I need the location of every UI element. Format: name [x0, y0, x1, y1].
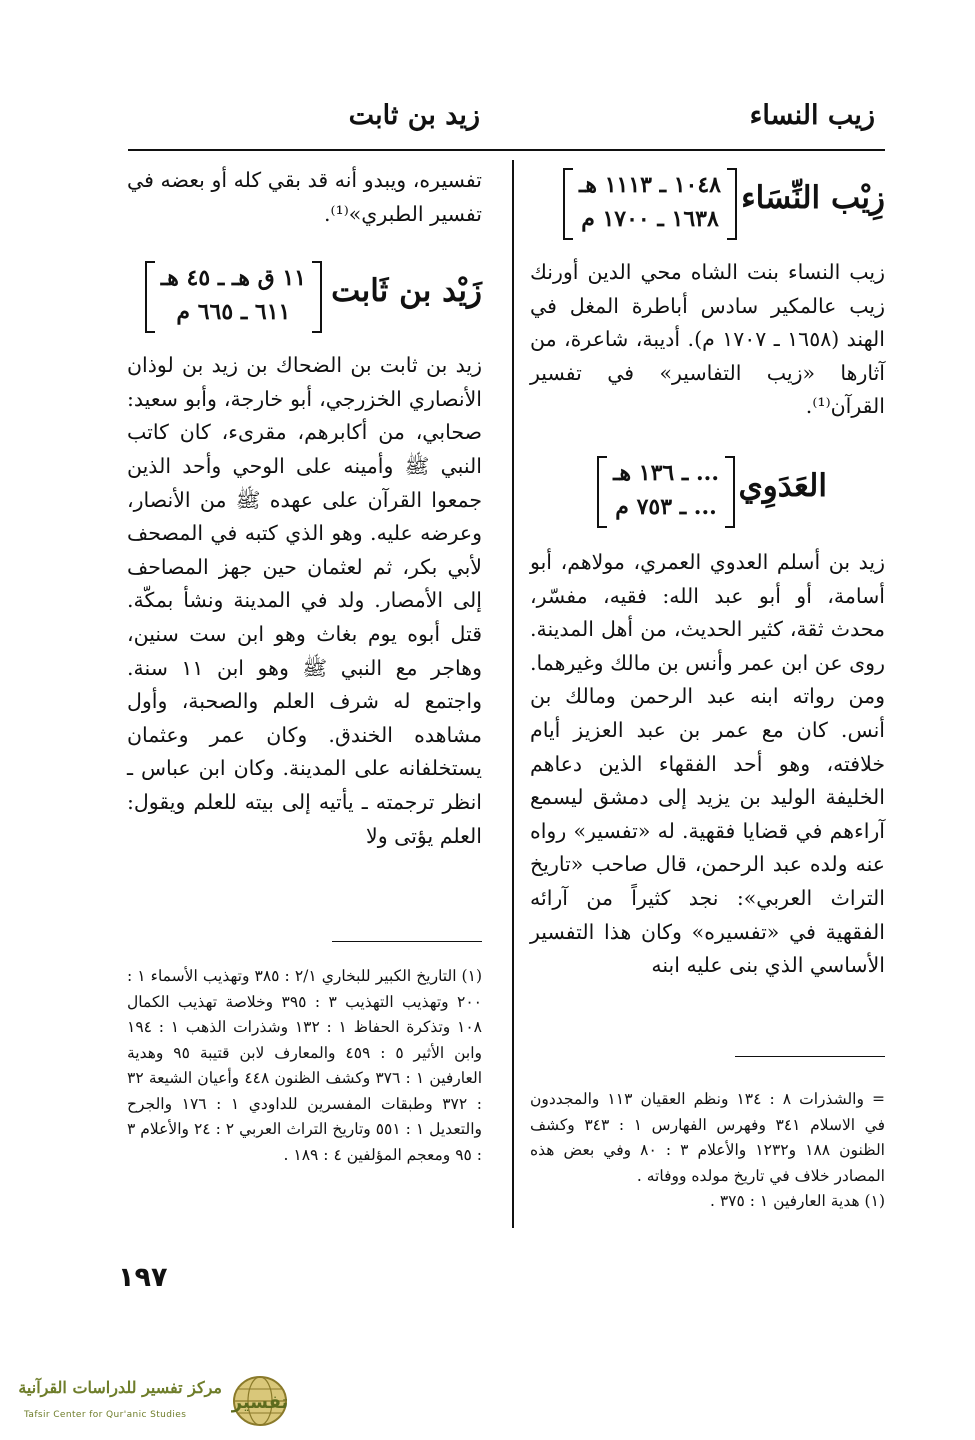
date-hijri: ... ـ ١٣٦ هـ — [613, 459, 719, 486]
paragraph: زيب النساء بنت الشاه محي الدين أورنك زيب عالمكير سادس أباطرة المغل في الهند (١٦٥٨ ـ ١٧٠٧ م). أديبة، شاعرة، من آثارها «زيب التفاسير» في تفسير القرآن⁽¹⁾. — [530, 260, 885, 419]
footnote-block — [127, 964, 482, 1168]
right-column — [530, 166, 885, 983]
date-bracket — [563, 168, 737, 240]
globe-icon — [228, 1374, 292, 1428]
entry-name: زِيْب النِّسَاء — [741, 180, 885, 216]
date-hijri: ١١ ق هـ ـ ٤٥ هـ — [160, 265, 306, 292]
date-gregorian: ٦١١ ـ ٦٦٥ م — [176, 299, 291, 326]
left-column — [127, 164, 482, 853]
entry-body — [530, 546, 885, 983]
date-gregorian: ١٦٣٨ ـ ١٧٠٠ م — [581, 206, 719, 232]
logo-latin-text: Tafsir Center for Qur'anic Studies — [24, 1410, 187, 1420]
logo-emblem-text: تفسير — [231, 1392, 289, 1413]
entry-name: زَيْد بن ثَابت — [331, 273, 482, 310]
running-head-right: زيب النساء — [749, 100, 875, 131]
logo-arabic-text: مركز تفسير للدراسات القرآنية — [18, 1378, 222, 1397]
footnote-1: (١) هدية العارفين ١ : ٣٧٥ . — [709, 1192, 885, 1210]
header-rule — [128, 149, 885, 151]
footnote-rule — [332, 941, 482, 942]
page-number: ١٩٧ — [118, 1262, 168, 1293]
publisher-logo — [20, 1374, 292, 1428]
footnote-rule — [735, 1056, 885, 1057]
date-bracket — [597, 456, 735, 528]
left-footnotes — [127, 941, 482, 1168]
right-footnotes — [530, 1056, 885, 1215]
paragraph: زيد بن أسلم العدوي العمري، مولاهم، أبو أسامة، أو أبو عبد الله: فقيه، مفسّر، محدث ثقة، كثير الحديث، من أهل المدينة. روى عن ابن عمر وأنس بن مالك وغيرهما. ومن رواته ابنه عبد الرحمن ومالك بن أنس. كان مع عمر بن عبد العزيز أيام خلافته، وهو أحد الفقهاء الذين دعاهم الخليفة الوليد بن يزيد إلى دمشق ليسمع آراءهم في قضايا فقهية. له «تفسير» رواه عنه ولده عبد الرحمن، قال صاحب «تاريخ التراث العربي»: نجد كثيراً من آرائه الفقهية في «تفسيره» وكان هذا التفسير الأساسي الذي بنى عليه ابنه — [530, 549, 885, 978]
date-bracket — [145, 261, 322, 333]
column-divider — [512, 160, 514, 1228]
footnote-1: (١) التاريخ الكبير للبخاري ٢/١ : ٣٨٥ وتهذيب الأسماء ١ : ٢٠٠ وتهذيب التهذيب ٣ : ٣٩٥ وخلاصة تهذيب الكمال ١٠٨ وتذكرة الحفاظ ١ : ١٣٢ وشذرات الذهب ١ : ١٩٤ وابن الأثير ٥ : ٤٥٩ والمعارف لابن قتيبة ٩٥ وهدية العارفين ١ : ٣٧٦ وكشف الظنون ٤٤٨ وأعيان الشيعة ٣٢ : ٣٧٢ وطبقات المفسرين للداودي ١ : ١٧٦ والجرح والتعديل ١ : ٥٥١ وتاريخ التراث العربي ٢ : ٢٤ والأعلام ٣ : ٩٥ ومعجم المؤلفين ٤ : ١٨٩ . — [127, 967, 483, 1164]
entry-heading-zeb-un-nisa — [530, 166, 885, 248]
entry-heading-al-adawi — [530, 454, 885, 536]
paragraph: تفسيره، ويبدو أنه قد بقي كله أو بعضه في تفسير الطبري»⁽¹⁾. — [127, 168, 482, 226]
entry-heading-zayd-ibn-thabit — [127, 259, 482, 341]
date-hijri: ١٠٤٨ ـ ١١١٣ هـ — [578, 172, 721, 198]
date-gregorian: ... ـ ٧٥٣ م — [615, 493, 717, 520]
paragraph: زيد بن ثابت بن الضحاك بن زيد بن لوذان الأنصاري الخزرجي، أبو خارجة، وأبو سعيد: صحابي، من أكابرهم، مقرىء، كان كاتب النبي ﷺ وأمينه على الوحي وأحد الذين جمعوا القرآن على عهده ﷺ من الأنصار، وعرضه عليه. وهو الذي كتبه في المصحف لأبي بكر، ثم لعثمان حين جهز المصاحف إلى الأمصار. ولد في المدينة ونشأ بمكّة. قتل أبوه يوم بغاث وهو ابن ست سنين، وهاجر مع النبي ﷺ وهو ابن ١١ سنة. واجتمع له شرف العلم والصحبة، وأول مشاهده الخندق. وكان عمر وعثمان يستخلفانه على المدينة. وكان ابن عباس ـ انظر ترجمته ـ يأتيه إلى بيته للعلم ويقول: العلم يؤتى ولا — [127, 353, 483, 848]
running-head-left: زيد بن ثابت — [348, 100, 480, 131]
entry-name: العَدَوِي — [738, 467, 827, 504]
footnote-block — [530, 1087, 885, 1215]
entry-body — [127, 349, 482, 853]
entry-body — [530, 256, 885, 424]
footnote-continuation: = والشذرات ٨ : ١٣٤ ونظم العقيان ١١٣ والمجددون في الاسلام ٣٤١ وفهرس الفهارس ١ : ٣٤٣ وكشف الظنون ١٨٨ و١٢٣٢ والأعلام ٣ : ٨٠ وفي بعض هذه المصادر خلاف في تاريخ مولده ووفاته . — [530, 1090, 886, 1185]
continuation-text — [127, 164, 482, 231]
